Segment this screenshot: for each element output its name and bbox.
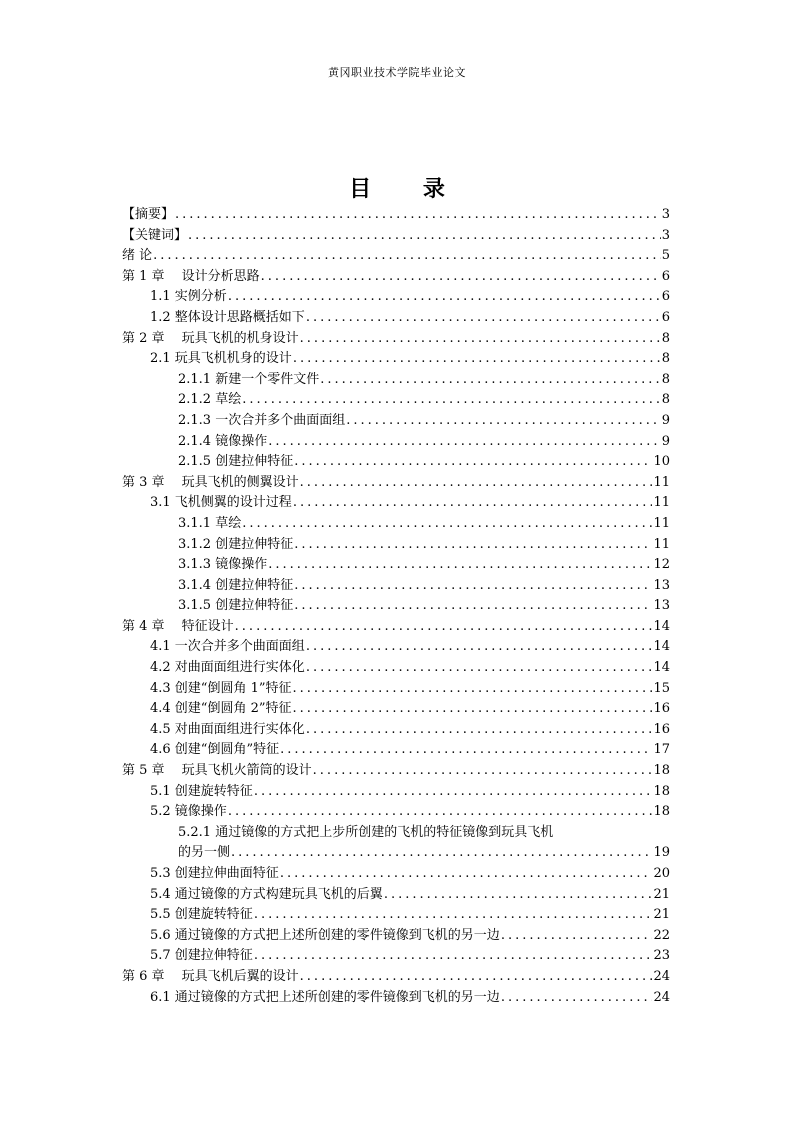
toc-entry[interactable] [122, 905, 670, 926]
dot-leader [254, 905, 653, 926]
toc-entry[interactable] [122, 885, 670, 906]
toc-entry[interactable] [122, 843, 670, 864]
toc-entry[interactable] [122, 782, 670, 803]
toc-entry-page-number: 5 [661, 248, 670, 264]
toc-entry[interactable] [122, 699, 670, 720]
toc-entry[interactable] [122, 514, 670, 535]
toc-entry-label: 2.1.4 镜像操作 [178, 433, 268, 449]
toc-entry-page-number: 19 [653, 845, 670, 861]
toc-entry[interactable] [122, 246, 670, 267]
toc-entry-page-number: 13 [653, 598, 670, 614]
toc-entry[interactable] [122, 761, 670, 782]
toc-entry-page-number: 3 [661, 227, 670, 243]
toc-entry-page-number: 16 [653, 701, 670, 717]
toc-entry-label: 4.5 对曲面面组进行实体化 [150, 721, 305, 737]
toc-entry-label: 第 4 章 特征设计 [122, 618, 234, 634]
toc-entry-page-number: 11 [653, 495, 670, 511]
toc-entry[interactable] [122, 452, 670, 473]
table-of-contents [122, 205, 670, 1008]
toc-entry[interactable] [122, 720, 670, 741]
toc-entry-label: 2.1.1 新建一个零件文件 [178, 371, 320, 387]
toc-entry-page-number: 12 [653, 557, 670, 573]
dot-leader [254, 782, 653, 803]
toc-entry-label: 5.3 创建拉伸曲面特征 [150, 866, 279, 881]
toc-entry-label: 第 1 章 设计分析思路 [122, 268, 260, 284]
toc-entry-page-number: 20 [653, 866, 670, 881]
toc-entry[interactable] [122, 349, 670, 370]
dot-leader [228, 802, 653, 823]
dot-leader [294, 596, 652, 617]
page-title: 目 录 [349, 176, 467, 202]
dot-leader [294, 452, 652, 473]
toc-entry-page-number: 21 [653, 886, 670, 902]
dot-leader [268, 555, 652, 576]
toc-entry-page-number: 18 [653, 783, 670, 799]
dot-leader [300, 329, 661, 350]
dot-leader [320, 370, 661, 391]
toc-entry[interactable] [122, 308, 670, 329]
toc-entry-label: 4.4 创建“倒圆角 2”特征 [150, 701, 292, 717]
toc-entry-label: 5.4 通过镜像的方式构建玩具飞机的后翼 [150, 886, 383, 902]
toc-entry[interactable] [122, 802, 670, 823]
toc-entry-page-number: 11 [653, 474, 670, 490]
dot-leader [268, 432, 661, 453]
toc-entry-page-number: 21 [653, 907, 670, 923]
dot-leader [280, 864, 653, 885]
toc-entry-label: 3.1.3 镜像操作 [178, 557, 268, 573]
toc-entry[interactable] [122, 205, 670, 226]
dot-leader [300, 967, 653, 988]
dot-leader [280, 740, 652, 761]
toc-entry-label: 3.1.2 创建拉伸特征 [178, 536, 294, 552]
toc-entry-page-number: 9 [661, 412, 670, 428]
dot-leader [242, 390, 661, 411]
toc-entry[interactable] [122, 596, 670, 617]
toc-entry[interactable] [122, 988, 670, 1009]
dot-leader [293, 699, 653, 720]
toc-entry[interactable] [122, 555, 670, 576]
toc-entry-page-number: 8 [661, 351, 670, 367]
dot-leader [346, 411, 661, 432]
toc-entry[interactable] [122, 535, 670, 556]
dot-leader [306, 637, 653, 658]
toc-entry-page-number: 9 [661, 433, 670, 449]
toc-entry-page-number: 11 [653, 515, 670, 531]
toc-entry-page-number: 14 [653, 639, 670, 655]
toc-entry-label: 【关键词】 [122, 227, 188, 243]
toc-entry-label: 2.1.2 草绘 [178, 392, 242, 408]
dot-leader [293, 679, 653, 700]
toc-entry-label: 1.1 实例分析 [150, 289, 227, 305]
toc-entry-label: 【摘要】 [122, 207, 175, 222]
toc-entry[interactable] [122, 576, 670, 597]
dot-leader [300, 473, 653, 494]
toc-entry-page-number: 10 [653, 454, 670, 470]
toc-entry-label: 第 2 章 玩具飞机的机身设计 [122, 330, 299, 346]
dot-leader [153, 246, 661, 267]
toc-entry-page-number: 14 [653, 660, 670, 676]
dot-leader [306, 720, 653, 741]
dot-leader [254, 946, 653, 967]
toc-entry-page-number: 16 [653, 721, 670, 737]
toc-entry-label: 3.1.1 草绘 [178, 515, 242, 531]
toc-entry-page-number: 18 [653, 763, 670, 779]
dot-leader [501, 988, 653, 1009]
toc-entry-page-number: 22 [653, 927, 670, 943]
dot-leader [175, 205, 661, 226]
page-header: 黄冈职业技术学院毕业论文 [328, 66, 466, 79]
dot-leader [294, 535, 652, 556]
toc-entry-label: 2.1.5 创建拉伸特征 [178, 454, 294, 470]
toc-entry-label: 6.1 通过镜像的方式把上述所创建的零件镜像到飞机的另一边 [150, 989, 500, 1005]
toc-entry[interactable] [122, 740, 670, 761]
toc-entry-label-line1[interactable]: 5.2.1 通过镜像的方式把上步所创建的飞机的特征镜像到玩具飞机 [178, 824, 554, 840]
toc-entry-label: 3.1.4 创建拉伸特征 [178, 577, 294, 593]
toc-entry-label: 1.2 整体设计思路概括如下 [150, 309, 305, 325]
toc-entry[interactable] [122, 493, 670, 514]
toc-entry-label: 5.7 创建拉伸特征 [150, 948, 253, 964]
toc-entry-label: 4.3 创建“倒圆角 1”特征 [150, 680, 292, 696]
dot-leader [228, 287, 661, 308]
toc-entry-label: 4.6 创建“倒圆角”特征 [150, 742, 280, 758]
dot-leader [188, 226, 661, 247]
dot-leader [384, 885, 653, 906]
dot-leader [306, 308, 661, 329]
toc-entry[interactable] [122, 473, 670, 494]
toc-entry-label: 第 3 章 玩具飞机的侧翼设计 [122, 474, 299, 490]
toc-entry-page-number: 24 [653, 968, 670, 984]
toc-entry-page-number: 24 [653, 989, 670, 1005]
toc-entry-label: 第 6 章 玩具飞机后翼的设计 [122, 968, 299, 984]
toc-entry-page-number: 14 [653, 618, 670, 634]
dot-leader [306, 658, 653, 679]
toc-entry-page-number: 8 [661, 392, 670, 408]
toc-entry[interactable] [122, 864, 670, 885]
dot-leader [293, 349, 661, 370]
toc-entry-label: 4.2 对曲面面组进行实体化 [150, 660, 305, 676]
toc-entry[interactable] [122, 329, 670, 350]
toc-entry-page-number: 11 [653, 536, 670, 552]
toc-entry-page-number: 18 [653, 804, 670, 820]
toc-entry[interactable] [122, 370, 670, 391]
toc-entry[interactable] [122, 267, 670, 288]
toc-entry-page-number: 3 [661, 207, 670, 222]
toc-entry-page-number: 17 [653, 742, 670, 758]
toc-entry-label: 5.5 创建旋转特征 [150, 907, 253, 923]
toc-entry-label: 3.1 飞机侧翼的设计过程 [150, 495, 292, 511]
dot-leader [261, 267, 661, 288]
toc-entry-page-number: 8 [661, 371, 670, 387]
dot-leader [293, 493, 653, 514]
toc-entry[interactable] [122, 617, 670, 638]
toc-entry[interactable] [122, 390, 670, 411]
toc-entry-page-number: 8 [661, 330, 670, 346]
toc-entry-label: 绪 论 [122, 248, 153, 264]
dot-leader [313, 761, 653, 782]
toc-entry-page-number: 23 [653, 948, 670, 964]
dot-leader [231, 843, 652, 864]
toc-entry-label: 的另一侧 [178, 845, 231, 861]
toc-entry[interactable] [122, 637, 670, 658]
toc-entry-label: 5.2 镜像操作 [150, 804, 227, 820]
toc-entry-page-number: 15 [653, 680, 670, 696]
toc-entry[interactable] [122, 287, 670, 308]
toc-entry-label: 5.1 创建旋转特征 [150, 783, 253, 799]
dot-leader [235, 617, 653, 638]
toc-entry[interactable] [122, 658, 670, 679]
toc-entry-label: 2.1.3 一次合并多个曲面面组 [178, 412, 346, 428]
toc-entry[interactable] [122, 411, 670, 432]
toc-entry-page-number: 13 [653, 577, 670, 593]
toc-entry-label: 4.1 一次合并多个曲面面组 [150, 639, 305, 655]
dot-leader [294, 576, 652, 597]
dot-leader [501, 926, 653, 947]
toc-entry-label: 第 5 章 玩具飞机火箭筒的设计 [122, 763, 312, 779]
toc-entry[interactable] [122, 679, 670, 700]
dot-leader [242, 514, 652, 535]
toc-entry[interactable] [122, 946, 670, 967]
toc-entry[interactable] [122, 226, 670, 247]
toc-entry-label: 5.6 通过镜像的方式把上述所创建的零件镜像到飞机的另一边 [150, 927, 500, 943]
toc-entry-page-number: 6 [661, 309, 670, 325]
toc-entry[interactable] [122, 432, 670, 453]
toc-entry-page-number: 6 [661, 268, 670, 284]
toc-entry-label: 2.1 玩具飞机机身的设计 [150, 351, 292, 367]
toc-entry[interactable] [122, 967, 670, 988]
toc-entry[interactable] [122, 926, 670, 947]
toc-entry-page-number: 6 [661, 289, 670, 305]
toc-entry-label: 3.1.5 创建拉伸特征 [178, 598, 294, 614]
